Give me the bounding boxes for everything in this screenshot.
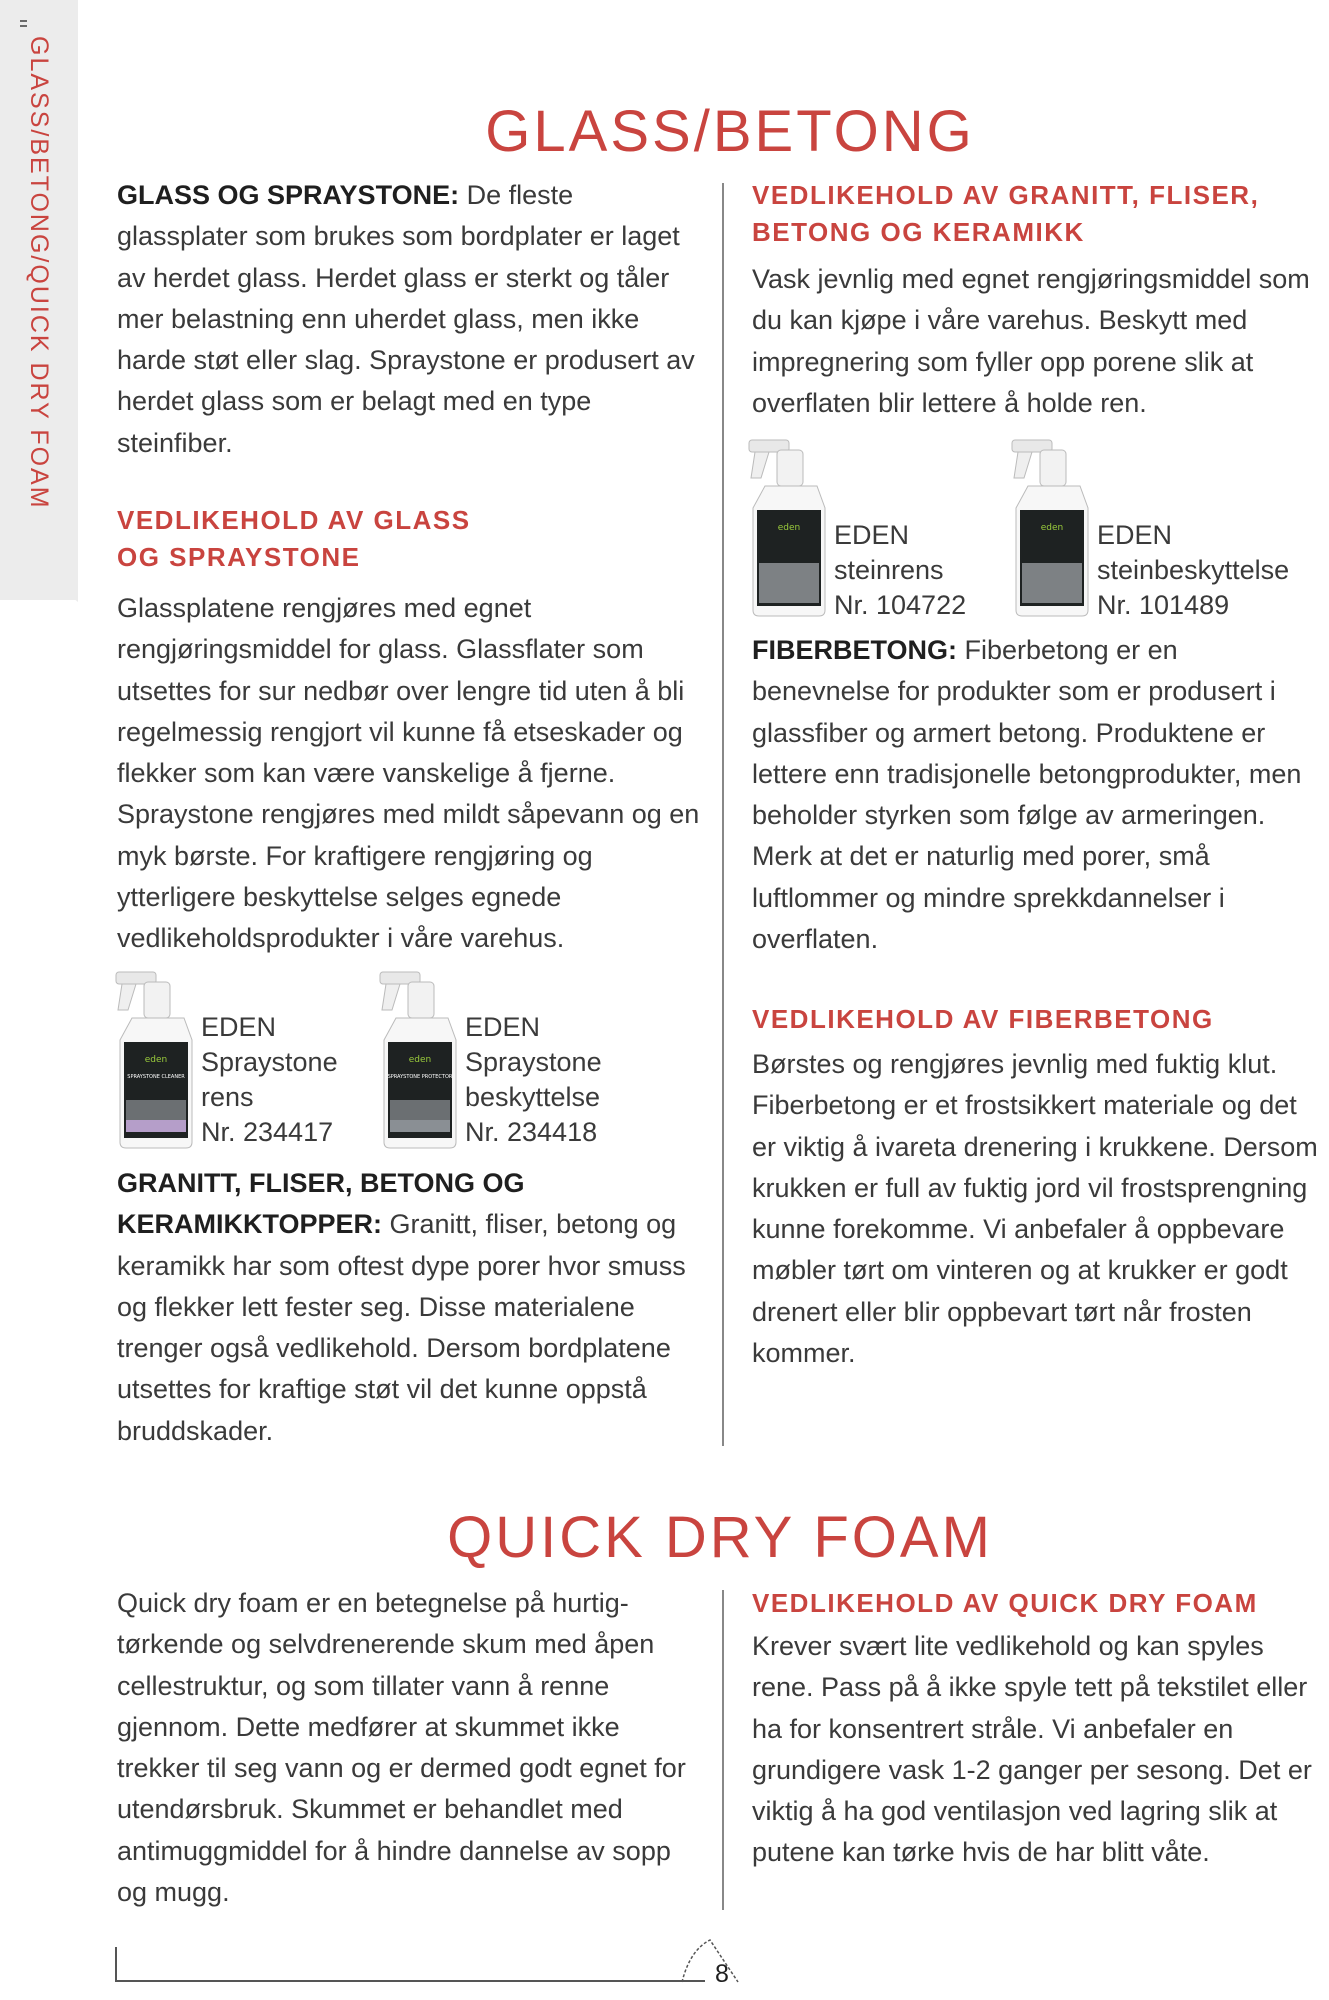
bottle-label: SPRAYSTONE CLEANER [127,1074,185,1080]
product-brand: EDEN [834,520,910,550]
section-title-quick-dry-foam: QUICK DRY FOAM [447,1505,993,1570]
product-name: beskyttelse [465,1082,601,1112]
product-steinbeskyttelse [1010,438,1290,628]
bottle-brand: eden [777,523,801,533]
heading-line: BETONG OG KERAMIKK [752,217,1085,247]
quick-dry-foam-maintenance-heading [752,1585,1322,1622]
heading-line: OG SPRAYSTONE [117,542,361,572]
glass-intro [117,175,702,464]
quick-dry-foam-paragraph: Quick dry foam er en betegnelse på hurtig-tørkende og selvdrenerende skum med åpen cellestruktur, og som tillater vann å renne gjennom. Dette medfører at skummet ikke trekker til seg vann og er dermed godt egnet for utendørsbruk. Skummet er behandlet med antimuggmiddel for å hindre dannelse av sopp og mugg. [117,1588,686,1908]
footer-line [115,1980,705,1982]
page-number: 8 [715,1960,729,1988]
fiberbetong-lead: FIBERBETONG: [752,635,958,665]
sidebar-label: GLASS/BETONG/QUICK DRY FOAM [25,36,53,510]
fiberbetong-note: Merk at det er naturlig med porer, små luftlommer og mindre sprekkdannelser i overflaten. [752,841,1225,955]
spray-bottle-icon [114,970,196,1150]
fiberbetong-maintenance-paragraph: Børstes og rengjøres jevnlig med fuktig klut. Fiberbetong er et frostsikkert materiale og det er viktig å ivareta drenering i krukkene. Dersom krukken er full av fuktig jord vil frostsprengning kunne forekomme. Vi anbefaler å oppbevare møbler tørt om vinteren og at krukker er godt drenert eller blir oppbevart tørt når frosten kommer. [752,1049,1318,1369]
spray-bottle-icon [1010,438,1092,618]
column-divider [722,183,724,1446]
glass-maintenance-text [117,588,702,960]
glass-maintenance-heading [117,502,702,576]
footer-tick [115,1947,117,1982]
granite-maintenance-heading [752,177,1322,251]
granite-intro-lead: GRANITT, FLISER, BETONG OG KERAMIKKTOPPER: [117,1168,525,1240]
spray-bottle-icon [378,970,460,1150]
product-brand: EDEN [201,1012,277,1042]
granite-intro-text: Granitt, fliser, betong og keramikk har som oftest dype porer hvor smuss og flekker lett fester seg. Disse materialene trenger også vedlikehold. Dersom bordplatene utsettes for kraftige støt vil det kunne oppstå bruddskader. [117,1209,686,1446]
quick-dry-foam-maintenance-title: VEDLIKEHOLD AV QUICK DRY FOAM [752,1588,1258,1618]
menu-icon[interactable] [20,20,27,27]
glass-intro-text: De fleste glassplater som brukes som bordplater er laget av herdet glass. Herdet glass er sterkt og tåler mer belastning enn uherdet glass, men ikke harde støt eller slag. Spraystone er produsert av herdet glass som er belagt med en type steinfiber. [117,180,695,458]
product-steinrens [747,438,1007,628]
granite-intro [117,1163,702,1452]
product-info [834,518,966,623]
product-number: Nr. 101489 [1097,590,1230,620]
product-spraystone-beskyttelse [378,970,638,1160]
bottle-brand: eden [144,1055,168,1065]
column-divider [722,1590,724,1910]
granite-maintenance-text [752,259,1322,424]
section-title-glass-betong: GLASS/BETONG [485,99,975,164]
bottle-brand: eden [408,1055,432,1065]
product-name: steinbeskyttelse [1097,555,1290,585]
product-info [201,1010,338,1150]
fiberbetong-intro [752,630,1322,960]
product-name: steinrens [834,555,944,585]
glass-intro-lead: GLASS OG SPRAYSTONE: [117,180,460,210]
spray-bottle-icon [747,438,829,618]
bottle-label: SPRAYSTONE PROTECTOR [387,1074,453,1080]
quick-dry-foam-maintenance-text [752,1626,1322,1874]
sidebar-tab-corner [0,540,78,602]
product-info [1097,518,1289,623]
heading-line: VEDLIKEHOLD AV GRANITT, FLISER, [752,180,1260,210]
product-number: Nr. 104722 [834,590,967,620]
product-spraystone-rens [114,970,374,1160]
fiberbetong-text: Fiberbetong er en benevnelse for produkter som er produsert i glassfiber og armert betong. Produktene er lettere enn tradisjonelle betongprodukter, men beholder styrken som følge av armeringen. [752,635,1302,831]
product-brand: EDEN [1097,520,1173,550]
fiberbetong-maintenance-title: VEDLIKEHOLD AV FIBERBETONG [752,1004,1214,1034]
product-brand: EDEN [465,1012,541,1042]
product-name: rens [201,1082,254,1112]
product-info [465,1010,602,1150]
quick-dry-foam-intro [117,1583,702,1913]
quick-dry-foam-maintenance-paragraph: Krever svært lite vedlikehold og kan spyles rene. Pass på å ikke spyle tett på tekstilet eller ha for konsentrert stråle. Vi anbefaler en grundigere vask 1-2 ganger per sesong. Det er viktig å ha god ventilasjon ved lagring slik at putene kan tørke hvis de har blitt våte. [752,1631,1312,1868]
heading-line: VEDLIKEHOLD AV GLASS [117,505,471,535]
bottle-brand: eden [1040,523,1064,533]
product-number: Nr. 234417 [201,1117,334,1147]
fiberbetong-maintenance-text [752,1044,1322,1374]
product-name: Spraystone [201,1047,338,1077]
granite-maintenance-paragraph: Vask jevnlig med egnet rengjøringsmiddel som du kan kjøpe i våre varehus. Beskytt med impregnering som fyller opp porene slik at overflaten blir lettere å holde ren. [752,264,1310,418]
product-number: Nr. 234418 [465,1117,598,1147]
fiberbetong-maintenance-heading [752,1001,1322,1038]
product-name: Spraystone [465,1047,602,1077]
glass-maintenance-paragraph: Glassplatene rengjøres med egnet rengjøringsmiddel for glass. Glassflater som utsettes for sur nedbør over lengre tid uten å bli regelmessig rengjort vil kunne få etseskader og flekker som kan være vanskelige å fjerne. Spraystone rengjøres med mildt såpevann og en myk børste. For kraftigere rengjøring og ytterligere beskyttelse selges egnede vedlikeholdsprodukter i våre varehus. [117,593,700,954]
